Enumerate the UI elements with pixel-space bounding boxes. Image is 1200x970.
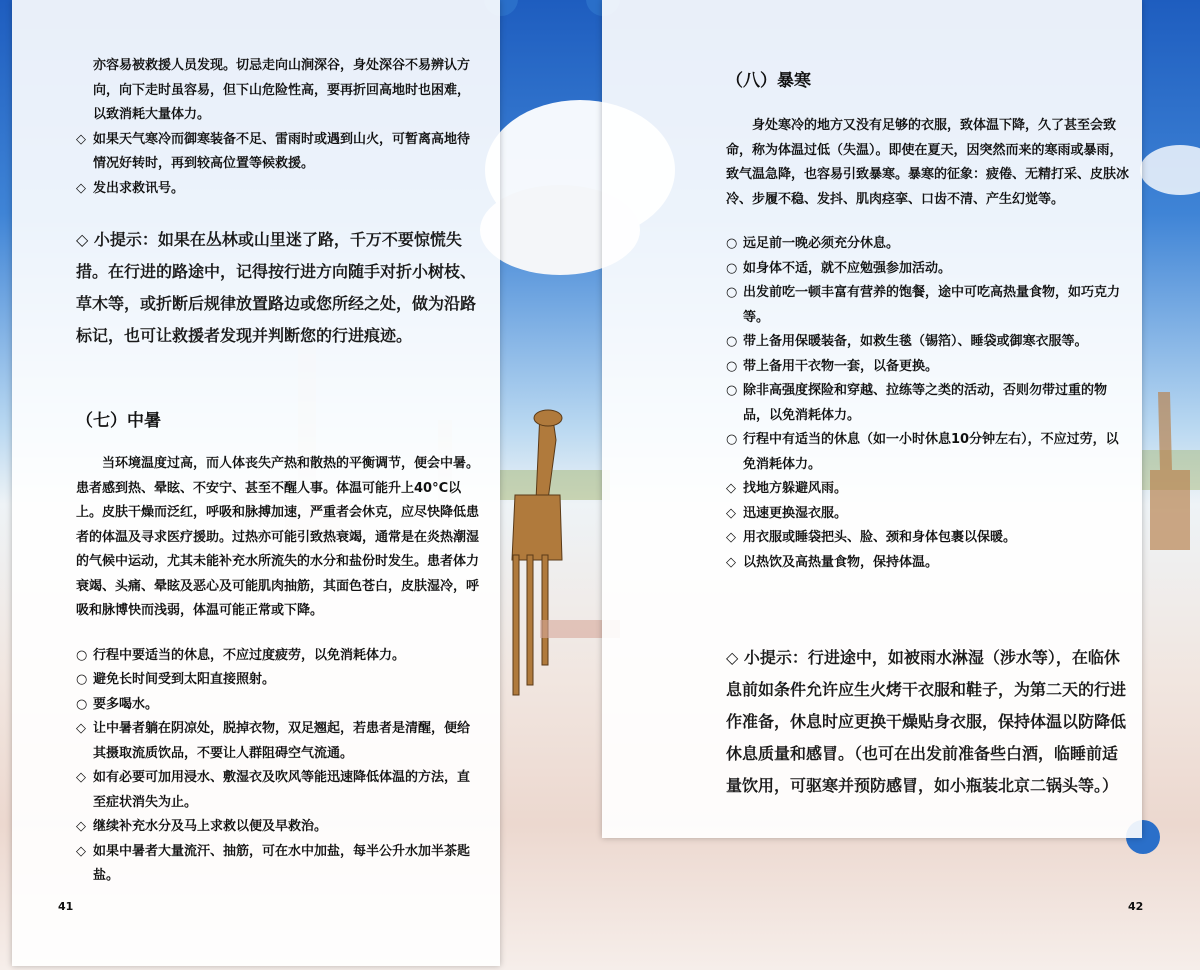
bullet-marker: ○ [76,647,88,663]
bullet-text: 用衣服或睡袋把头、脸、颈和身体包裹以保暖。 [743,530,1017,545]
section-paragraph: 当环境温度过高，而人体丧失产热和散热的平衡调节，便会中暑。患者感到热、晕眩、不安宁、甚至不醒人事。体温可能升上40°C以上。皮肤干燥而泛红，呼吸和脉搏加速，严重者会休克，应尽快降低患者的体温及寻求医疗援助。过热亦可能引致热衰竭，通常是在炎热潮湿的气候中运动，尤其未能补充水所流失的水分和盐份时发生。患者体力衰竭、头痛、晕眩及恶心及可能肌肉抽筋，其面色苍白，皮肤湿冷，呼吸和脉博快而浅弱，体温可能正常或下降。 [76,456,480,618]
bullet-text: 继续补充水分及马上求救以便及早救治。 [93,819,328,834]
bullet-text: 要多喝水。 [93,696,159,712]
bullet-text: 让中暑者躺在阴凉处，脱掉衣物，双足翘起，若患者是清醒，便给其摄取流质饮品，不要让人群阻碍空气流通。 [93,721,471,761]
bullet-marker: ○ [726,334,738,349]
bullet-text: 带上备用干衣物一套，以备更换。 [743,358,939,374]
bullet-text: 避免长时间受到太阳直接照射。 [93,672,276,687]
list-item [726,355,1130,380]
bullet-text: 行程中要适当的休息，不应过度疲劳，以免消耗体力。 [93,647,406,663]
list-item [726,257,1130,282]
list-item [76,644,480,669]
bullet-marker: ◇ [76,721,86,736]
list-item [726,428,1130,477]
page-number-left: 41 [58,900,74,913]
bullet-marker: ○ [726,236,738,251]
bullet-marker: ○ [726,358,738,374]
bullet-marker: ○ [726,260,738,276]
list-item [76,177,480,202]
bullet-text: 如果中暑者大量流汗、抽筋，可在水中加盐，每半公升水加半茶匙盐。 [93,843,471,883]
bullet-marker: ○ [726,285,738,300]
bullet-text: 如果天气寒冷而御寒装备不足、雷雨时或遇到山火，可暂离高地待情况好转时，再到较高位置等候救援。 [93,131,471,171]
bullet-text: 带上备用保暖装备，如救生毯（锡箔）、睡袋或御寒衣服等。 [743,334,1088,349]
bullet-text: 如有必要可加用浸水、敷湿衣及吹风等能迅速降低体温的方法，直至症状消失为止。 [93,770,471,810]
bullet-marker: ◇ [726,554,736,570]
bullet-marker: ◇ [726,505,736,521]
page-number-right: 42 [1128,900,1144,913]
bullet-text: 如身体不适，就不应勉强参加活动。 [743,260,952,276]
bullet-marker: ◇ [726,481,736,496]
list-item [76,717,480,766]
bullet-marker: ○ [726,432,738,447]
bullet-text: 发出求救讯号。 [93,180,185,196]
bullet-marker: ◇ [76,131,86,147]
bullet-text: 出发前吃一顿丰富有营养的饱餐，途中可吃高热量食物，如巧克力等。 [743,285,1121,325]
list-item [726,551,1130,576]
list-item [726,379,1130,428]
list-item [76,693,480,718]
list-item [76,766,480,815]
list-item [726,232,1130,257]
section-paragraph: 身处寒冷的地方又没有足够的衣服，致体温下降，久了甚至会致命，称为体温过低（失温）。即使在夏天，因突然而来的寒雨或暴雨，致气温急降，也容易引致暴寒。暴寒的征象：疲倦、无精打采、皮肤冰冷、步履不稳、发抖、肌肉痉挛、口齿不清、产生幻觉等。 [726,118,1130,207]
bullet-text: 以热饮及高热量食物，保持体温。 [743,554,939,570]
left-intro-block [76,54,480,201]
list-item [726,526,1130,551]
list-item [76,128,480,177]
right-tip-text: ◇ 小提示：行进途中，如被雨水淋湿（涉水等），在临休息前如条件允许应生火烤干衣服和鞋子，为第二天的行进作准备，休息时应更换干燥贴身衣服，保持体温以防降低休息质量和感冒。（也可在出发前准备些白酒，临睡前适量饮用，可驱寒并预防感冒，如小瓶装北京二锅头等。） [726,648,1127,795]
list-item [76,668,480,693]
bullet-marker: ○ [726,383,738,398]
bullet-text: 迅速更换湿衣服。 [743,505,848,521]
bullet-text: 远足前一晚必须充分休息。 [743,236,900,251]
left-tip-text: ◇ 小提示：如果在丛林或山里迷了路，千万不要惊慌失措。在行进的路途中，记得按行进方向随手对折小树枝、草木等，或折断后规律放置路边或您所经之处，做为沿路标记，也可让救援者发现并判断您的行进痕迹。 [76,230,477,345]
bullet-marker: ◇ [76,843,86,859]
bullet-marker: ○ [76,672,88,687]
bullet-marker: ◇ [76,819,86,834]
right-section-block [726,114,1130,575]
list-item [76,815,480,840]
bullet-marker: ◇ [76,180,86,196]
bullet-marker: ○ [76,696,88,712]
right-section-title: （八）暴寒 [726,71,811,91]
left-section-title: （七）中暑 [76,411,161,431]
left-section-block [76,452,480,889]
bullet-marker: ◇ [76,770,86,785]
bullet-marker: ◇ [726,530,736,545]
bullet-text: 行程中有适当的休息（如一小时休息10分钟左右），不应过劳，以免消耗体力。 [743,432,1119,472]
list-item [726,477,1130,502]
bullet-text: 找地方躲避风雨。 [743,481,848,496]
bullet-text: 除非高强度探险和穿越、拉练等之类的活动，否则勿带过重的物品，以免消耗体力。 [743,383,1108,423]
list-item [76,840,480,889]
list-item [726,330,1130,355]
list-item [726,281,1130,330]
list-item [726,502,1130,527]
intro-paragraph: 亦容易被救援人员发现。切忌走向山涧深谷，身处深谷不易辨认方向，向下走时虽容易，但下山危险性高，要再折回高地时也困难，以致消耗大量体力。 [93,58,471,122]
